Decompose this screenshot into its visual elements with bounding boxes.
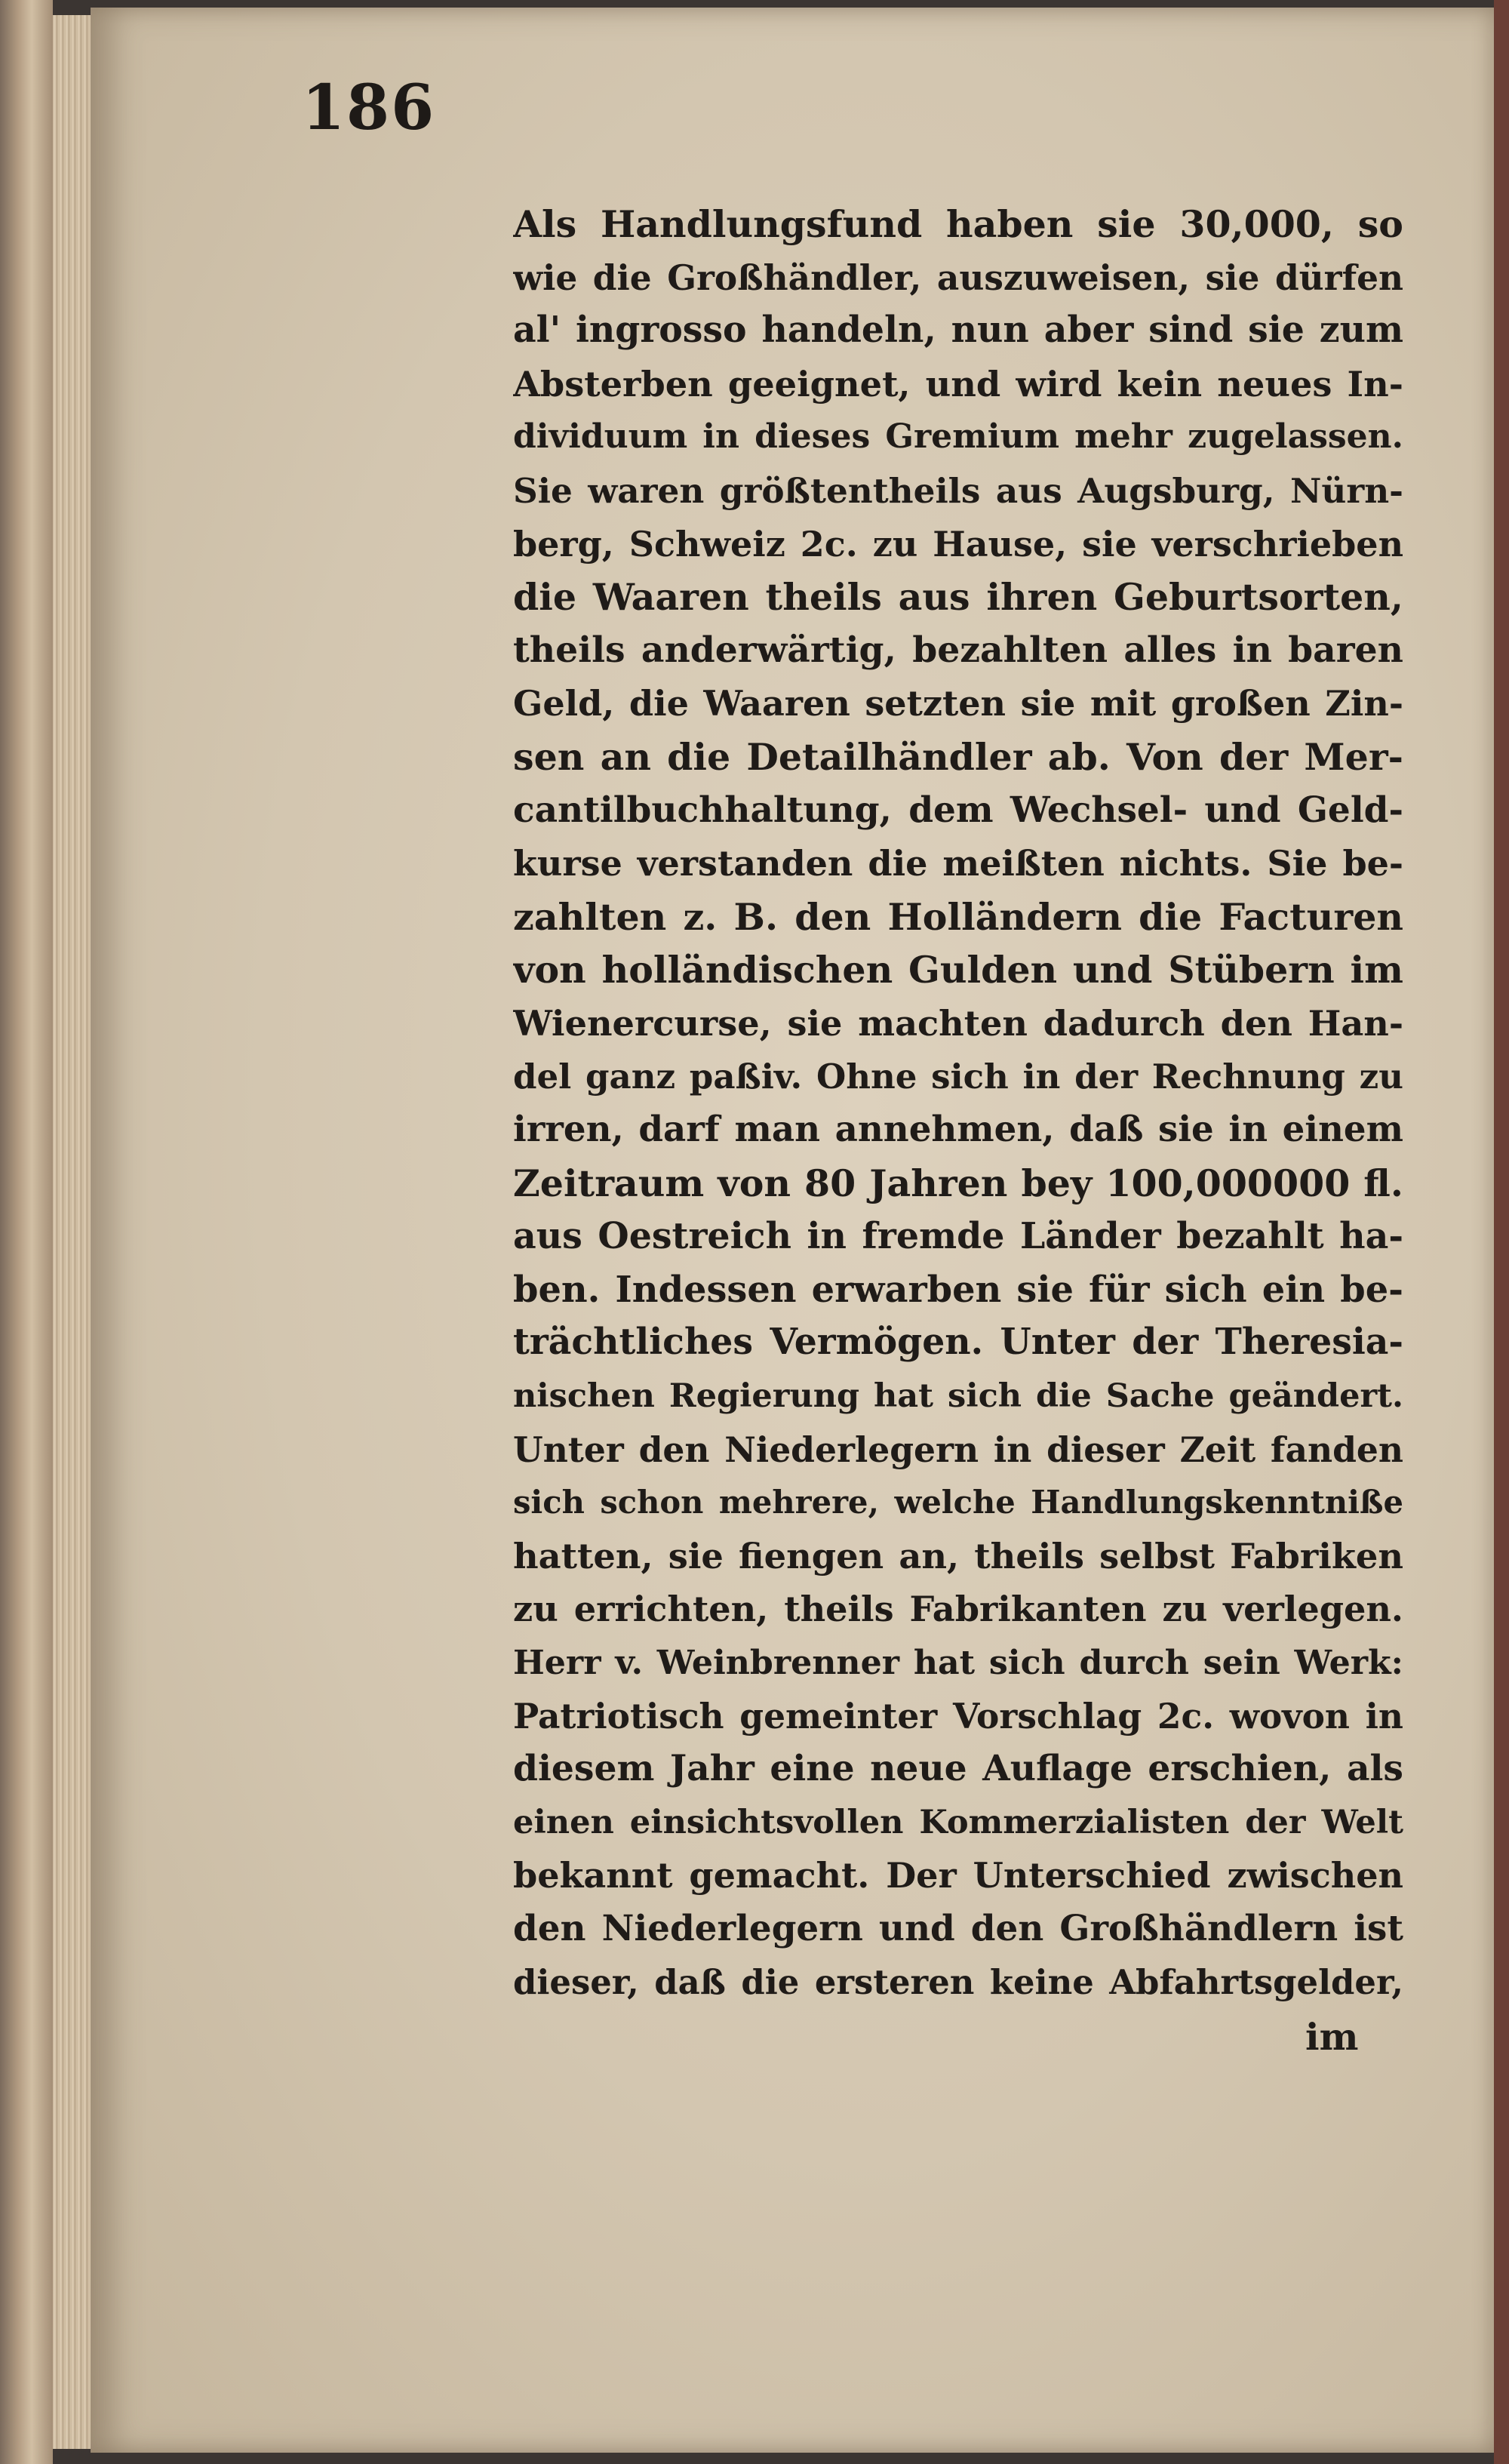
text-line: Sie waren größtentheils aus Augsburg, Nürn-	[513, 469, 1403, 511]
text-line: al' ingrosso handeln, nun aber sind sie zum	[513, 309, 1403, 352]
text-line: Wienercurse, sie machten dadurch den Han-	[513, 1002, 1403, 1044]
text-line: aus Oestreich in fremde Länder bezahlt ha-	[513, 1215, 1403, 1258]
text-line: Unter den Niederlegern in dieser Zeit fanden	[513, 1429, 1403, 1470]
catchword: im	[1305, 2015, 1359, 2059]
text-line: Herr v. Weinbrenner hat sich durch sein Werk:	[513, 1643, 1403, 1683]
text-line: zahlten z. B. den Holländern die Facturen	[513, 894, 1403, 939]
text-line: theils anderwärtig, bezahlten alles in baren	[513, 629, 1403, 671]
text-line: trächtliches Vermögen. Unter der Theresia-	[513, 1321, 1403, 1364]
text-line: bekannt gemacht. Der Unterschied zwischen	[513, 1855, 1403, 1896]
text-line: dieser, daß die ersteren keine Abfahrtsgelder,	[513, 1961, 1403, 2002]
text-line: berg, Schweiz 2c. zu Hause, sie verschrieben	[513, 523, 1403, 564]
text-line: von holländischen Gulden und Stübern im	[513, 948, 1403, 992]
text-line: die Waaren theils aus ihren Geburtsorten,	[513, 575, 1403, 620]
text-line: den Niederlegern und den Großhändlern ist	[513, 1908, 1403, 1949]
text-line: sen an die Detailhändler ab. Von der Mer-	[513, 734, 1403, 779]
text-line: wie die Großhändler, auszuweisen, sie dürfen	[513, 257, 1403, 298]
body-text	[513, 198, 1403, 2009]
text-line: Absterben geeignet, und wird kein neues In-	[513, 363, 1403, 405]
text-line: dividuum in dieses Gremium mehr zugelassen.	[513, 417, 1403, 457]
text-line: nischen Regierung hat sich die Sache geändert.	[513, 1377, 1403, 1416]
text-line: cantilbuchhaltung, dem Wechsel- und Geld-	[513, 789, 1403, 831]
page-number: 186	[302, 72, 436, 144]
facing-page-edge	[1494, 0, 1509, 2464]
text-line: hatten, sie fiengen an, theils selbst Fabriken	[513, 1535, 1403, 1577]
text-line: Patriotisch gemeinter Vorschlag 2c. wovon in	[513, 1695, 1403, 1736]
text-line: ben. Indessen erwarben sie für sich ein be-	[513, 1268, 1403, 1311]
text-line: Geld, die Waaren setzten sie mit großen Zin-	[513, 683, 1403, 724]
text-line: del ganz paßiv. Ohne sich in der Rechnung zu	[513, 1056, 1403, 1097]
text-line: kurse verstanden die meißten nichts. Sie be-	[513, 843, 1403, 884]
text-line: irren, darf man annehmen, daß sie in einem	[513, 1109, 1403, 1151]
book-spine	[0, 0, 53, 2464]
text-line: zu errichten, theils Fabrikanten zu verlegen.	[513, 1589, 1403, 1630]
text-line: Zeitraum von 80 Jahren bey 100,000000 fl.	[513, 1161, 1403, 1205]
text-line: einen einsichtsvollen Kommerzialisten der Welt	[513, 1803, 1403, 1841]
text-line: diesem Jahr eine neue Auflage erschien, als	[513, 1748, 1403, 1790]
text-line: Als Handlungsfund haben sie 30,000, so	[513, 202, 1403, 246]
text-line: sich schon mehrere, welche Handlungskenntniße	[513, 1484, 1403, 1521]
